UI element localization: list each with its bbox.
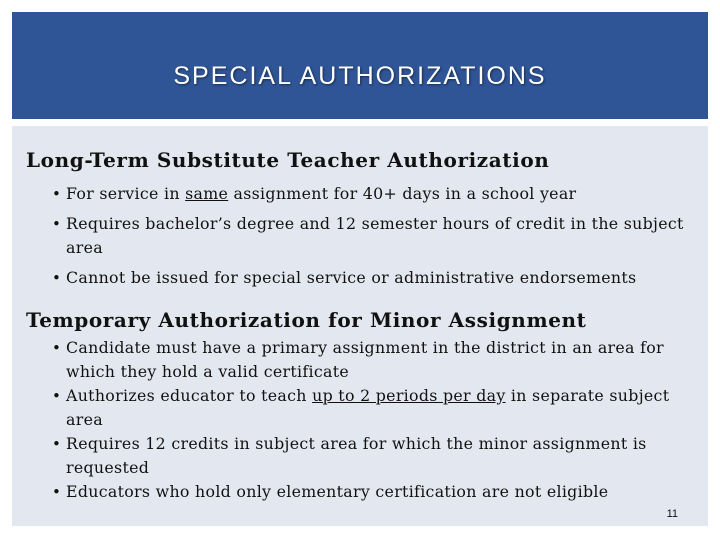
temporary-bullet-list xyxy=(52,336,702,504)
page-title: SPECIAL AUTHORIZATIONS xyxy=(173,62,547,90)
list-item: • Requires 12 credits in subject area for which the minor assignment is requested xyxy=(52,432,702,480)
list-item: • Cannot be issued for special service or administrative endorsements xyxy=(52,266,702,290)
list-item: • Candidate must have a primary assignment in the district in an area for which they hold a valid certificate xyxy=(52,336,702,384)
long-term-bullet-list xyxy=(52,182,702,296)
section-heading-long-term: Long-Term Substitute Teacher Authorization xyxy=(26,148,550,172)
underlined-text: same xyxy=(185,184,229,203)
list-item: • Educators who hold only elementary certification are not eligible xyxy=(52,480,702,504)
list-item: • Requires bachelor’s degree and 12 semester hours of credit in the subject area xyxy=(52,212,702,260)
section-heading-temporary: Temporary Authorization for Minor Assignment xyxy=(26,308,587,332)
title-banner xyxy=(12,12,708,119)
list-item: • Authorizes educator to teach up to 2 periods per day in separate subject area xyxy=(52,384,702,432)
slide-number: 11 xyxy=(666,508,678,520)
content-panel xyxy=(12,126,708,526)
list-item: • For service in same assignment for 40+ days in a school year xyxy=(52,182,702,206)
underlined-text: up to 2 periods per day xyxy=(312,386,506,405)
